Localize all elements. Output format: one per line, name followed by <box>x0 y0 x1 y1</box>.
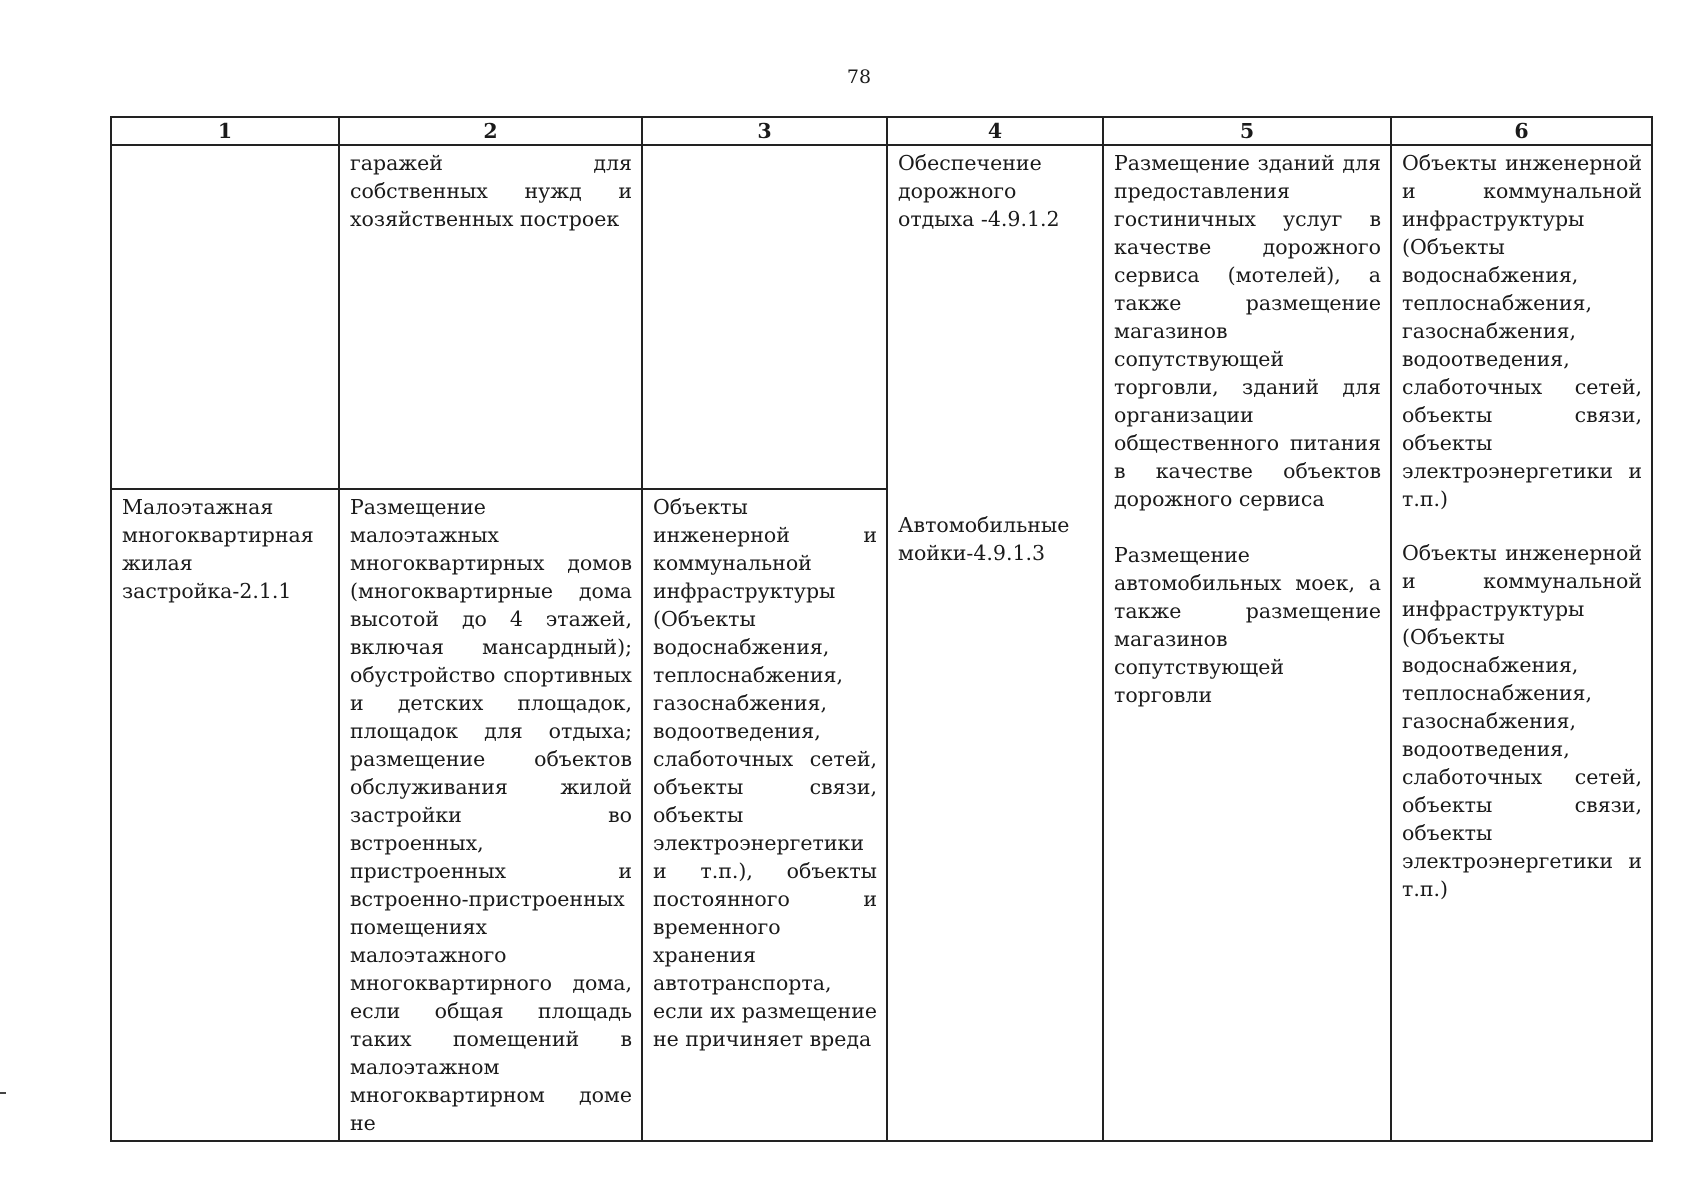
auxiliary-use-car-wash: Объекты инженерной и коммунальной инфраструктуры (Объекты водоснабжения, теплоснабжения, газоснабжения, водоотведения, слаботочных сетей, объекты связи, объекты электроэнергетики и т.п.) <box>1402 541 1642 901</box>
permitted-use-road-rest: Обеспечение дорожного отдыха -4.9.1.2 <box>898 151 1060 231</box>
cell-row-a-col2: гаражей для собственных нужд и хозяйственных построек <box>339 145 642 489</box>
scan-mark <box>0 1092 6 1094</box>
cell-col5-merged <box>1103 145 1391 1141</box>
land-use-table <box>110 116 1653 1142</box>
header-row <box>111 117 1652 145</box>
cell-row-b-col3: Объекты инженерной и коммунальной инфраструктуры (Объекты водоснабжения, теплоснабжения, газоснабжения, водоотведения, слаботочных сетей, объекты связи, объекты электроэнергетики и т.п.), объекты постоянного и временного хранения автотранспорта, если их размещение не причиняет вреда <box>642 489 887 1141</box>
cell-row-b-col2: Размещение малоэтажных многоквартирных домов (многоквартирные дома высотой до 4 этажей, включая мансардный); обустройство спортивных и детских площадок, площадок для отдыха; размещение объектов обслуживания жилой застройки во встроенных, пристроенных и встроенно-пристроенных помещениях малоэтажного многоквартирного дома, если общая площадь таких помещений в малоэтажном многоквартирном доме не <box>339 489 642 1141</box>
cell-row-b-col1: Малоэтажная многоквартирная жилая застройка-2.1.1 <box>111 489 339 1141</box>
header-col-2: 2 <box>339 117 642 145</box>
header-col-5: 5 <box>1103 117 1391 145</box>
cell-col4-merged <box>887 145 1103 1141</box>
header-col-3: 3 <box>642 117 887 145</box>
header-col-6: 6 <box>1391 117 1652 145</box>
cell-col6-merged <box>1391 145 1652 1141</box>
table-row <box>111 145 1652 489</box>
description-road-rest: Размещение зданий для предоставления гостиничных услуг в качестве дорожного сервиса (мотелей), а также размещение магазинов сопутствующей торговли, зданий для организации общественного питания в качестве объектов дорожного сервиса <box>1114 151 1381 511</box>
auxiliary-use-road-rest: Объекты инженерной и коммунальной инфраструктуры (Объекты водоснабжения, теплоснабжения, газоснабжения, водоотведения, слаботочных сетей, объекты связи, объекты электроэнергетики и т.п.) <box>1402 151 1642 511</box>
page-number: 78 <box>846 66 872 88</box>
cell-row-a-col1 <box>111 145 339 489</box>
permitted-use-car-wash: Автомобильные мойки-4.9.1.3 <box>898 513 1070 565</box>
cell-row-a-col3 <box>642 145 887 489</box>
header-col-1: 1 <box>111 117 339 145</box>
header-col-4: 4 <box>887 117 1103 145</box>
description-car-wash: Размещение автомобильных моек, а также размещение магазинов сопутствующей торговли <box>1114 543 1381 707</box>
